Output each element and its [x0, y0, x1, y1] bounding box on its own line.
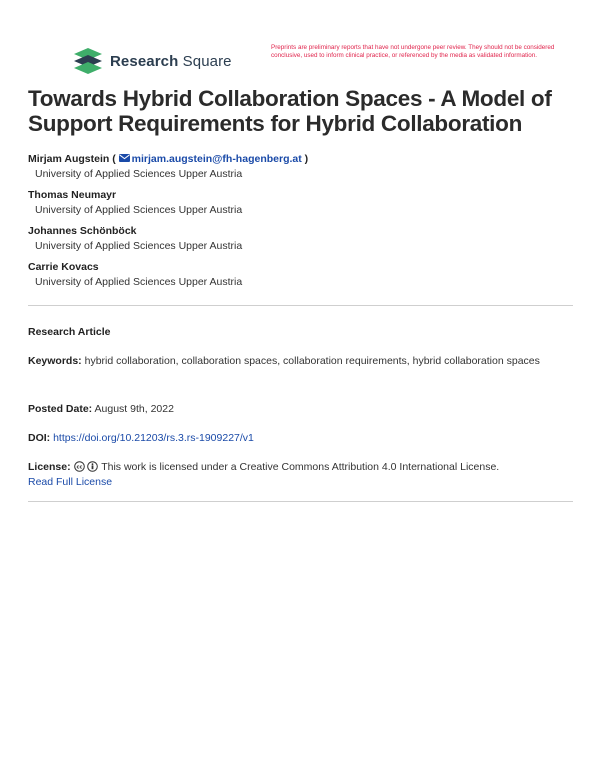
author-email: ( mirjam.augstein@fh-hagenberg.at )	[112, 153, 309, 165]
posted-date-value: August 9th, 2022	[94, 403, 174, 415]
doi-link[interactable]: https://doi.org/10.21203/rs.3.rs-1909227/v1	[53, 432, 254, 444]
article-type: Research Article	[28, 326, 111, 338]
doi	[28, 431, 573, 446]
author-email-link[interactable]: mirjam.augstein@fh-hagenberg.at	[131, 153, 302, 165]
preprint-notice: Preprints are preliminary reports that have not undergone peer review. They should not be considered conclusive, used to inform clinical practice, or referenced by the media as validated information.	[271, 44, 555, 59]
divider	[28, 501, 573, 502]
keywords-label: Keywords:	[28, 355, 82, 367]
cc-by-icon	[87, 461, 98, 472]
author-affiliation: University of Applied Sciences Upper Austria	[35, 168, 243, 180]
author-name: Thomas Neumayr	[28, 189, 117, 201]
envelope-icon	[119, 154, 130, 162]
author-name: Mirjam Augstein ( mirjam.augstein@fh-hagenberg.at )	[28, 153, 309, 165]
keywords-value: hybrid collaboration, collaboration spaces, collaboration requirements, hybrid collaboration spaces	[84, 355, 540, 367]
posted-date	[28, 402, 573, 417]
research-square-logo-icon	[74, 48, 104, 74]
cc-icon	[74, 461, 85, 472]
author-affiliation: University of Applied Sciences Upper Austria	[35, 204, 243, 216]
read-full-license-link[interactable]: Read Full License	[28, 476, 113, 488]
license-label: License:	[28, 461, 71, 473]
brand-name: Research Square	[110, 52, 232, 70]
license	[28, 460, 573, 490]
license-text: This work is licensed under a Creative Commons Attribution 4.0 International License.	[101, 461, 500, 473]
author-name: Johannes Schönböck	[28, 225, 137, 237]
author-affiliation: University of Applied Sciences Upper Austria	[35, 240, 243, 252]
research-square-logo[interactable]	[74, 48, 232, 74]
doi-label: DOI:	[28, 432, 51, 444]
header	[0, 44, 600, 80]
keywords	[28, 354, 573, 369]
paper-title: Towards Hybrid Collaboration Spaces - A Model of Support Requirements for Hybrid Collaboration	[28, 86, 552, 136]
author-list	[28, 152, 573, 296]
posted-date-label: Posted Date:	[28, 403, 93, 415]
author-name: Carrie Kovacs	[28, 261, 99, 273]
divider	[28, 305, 573, 306]
svg-text:cc: cc	[76, 464, 82, 471]
author-affiliation: University of Applied Sciences Upper Austria	[35, 276, 243, 288]
